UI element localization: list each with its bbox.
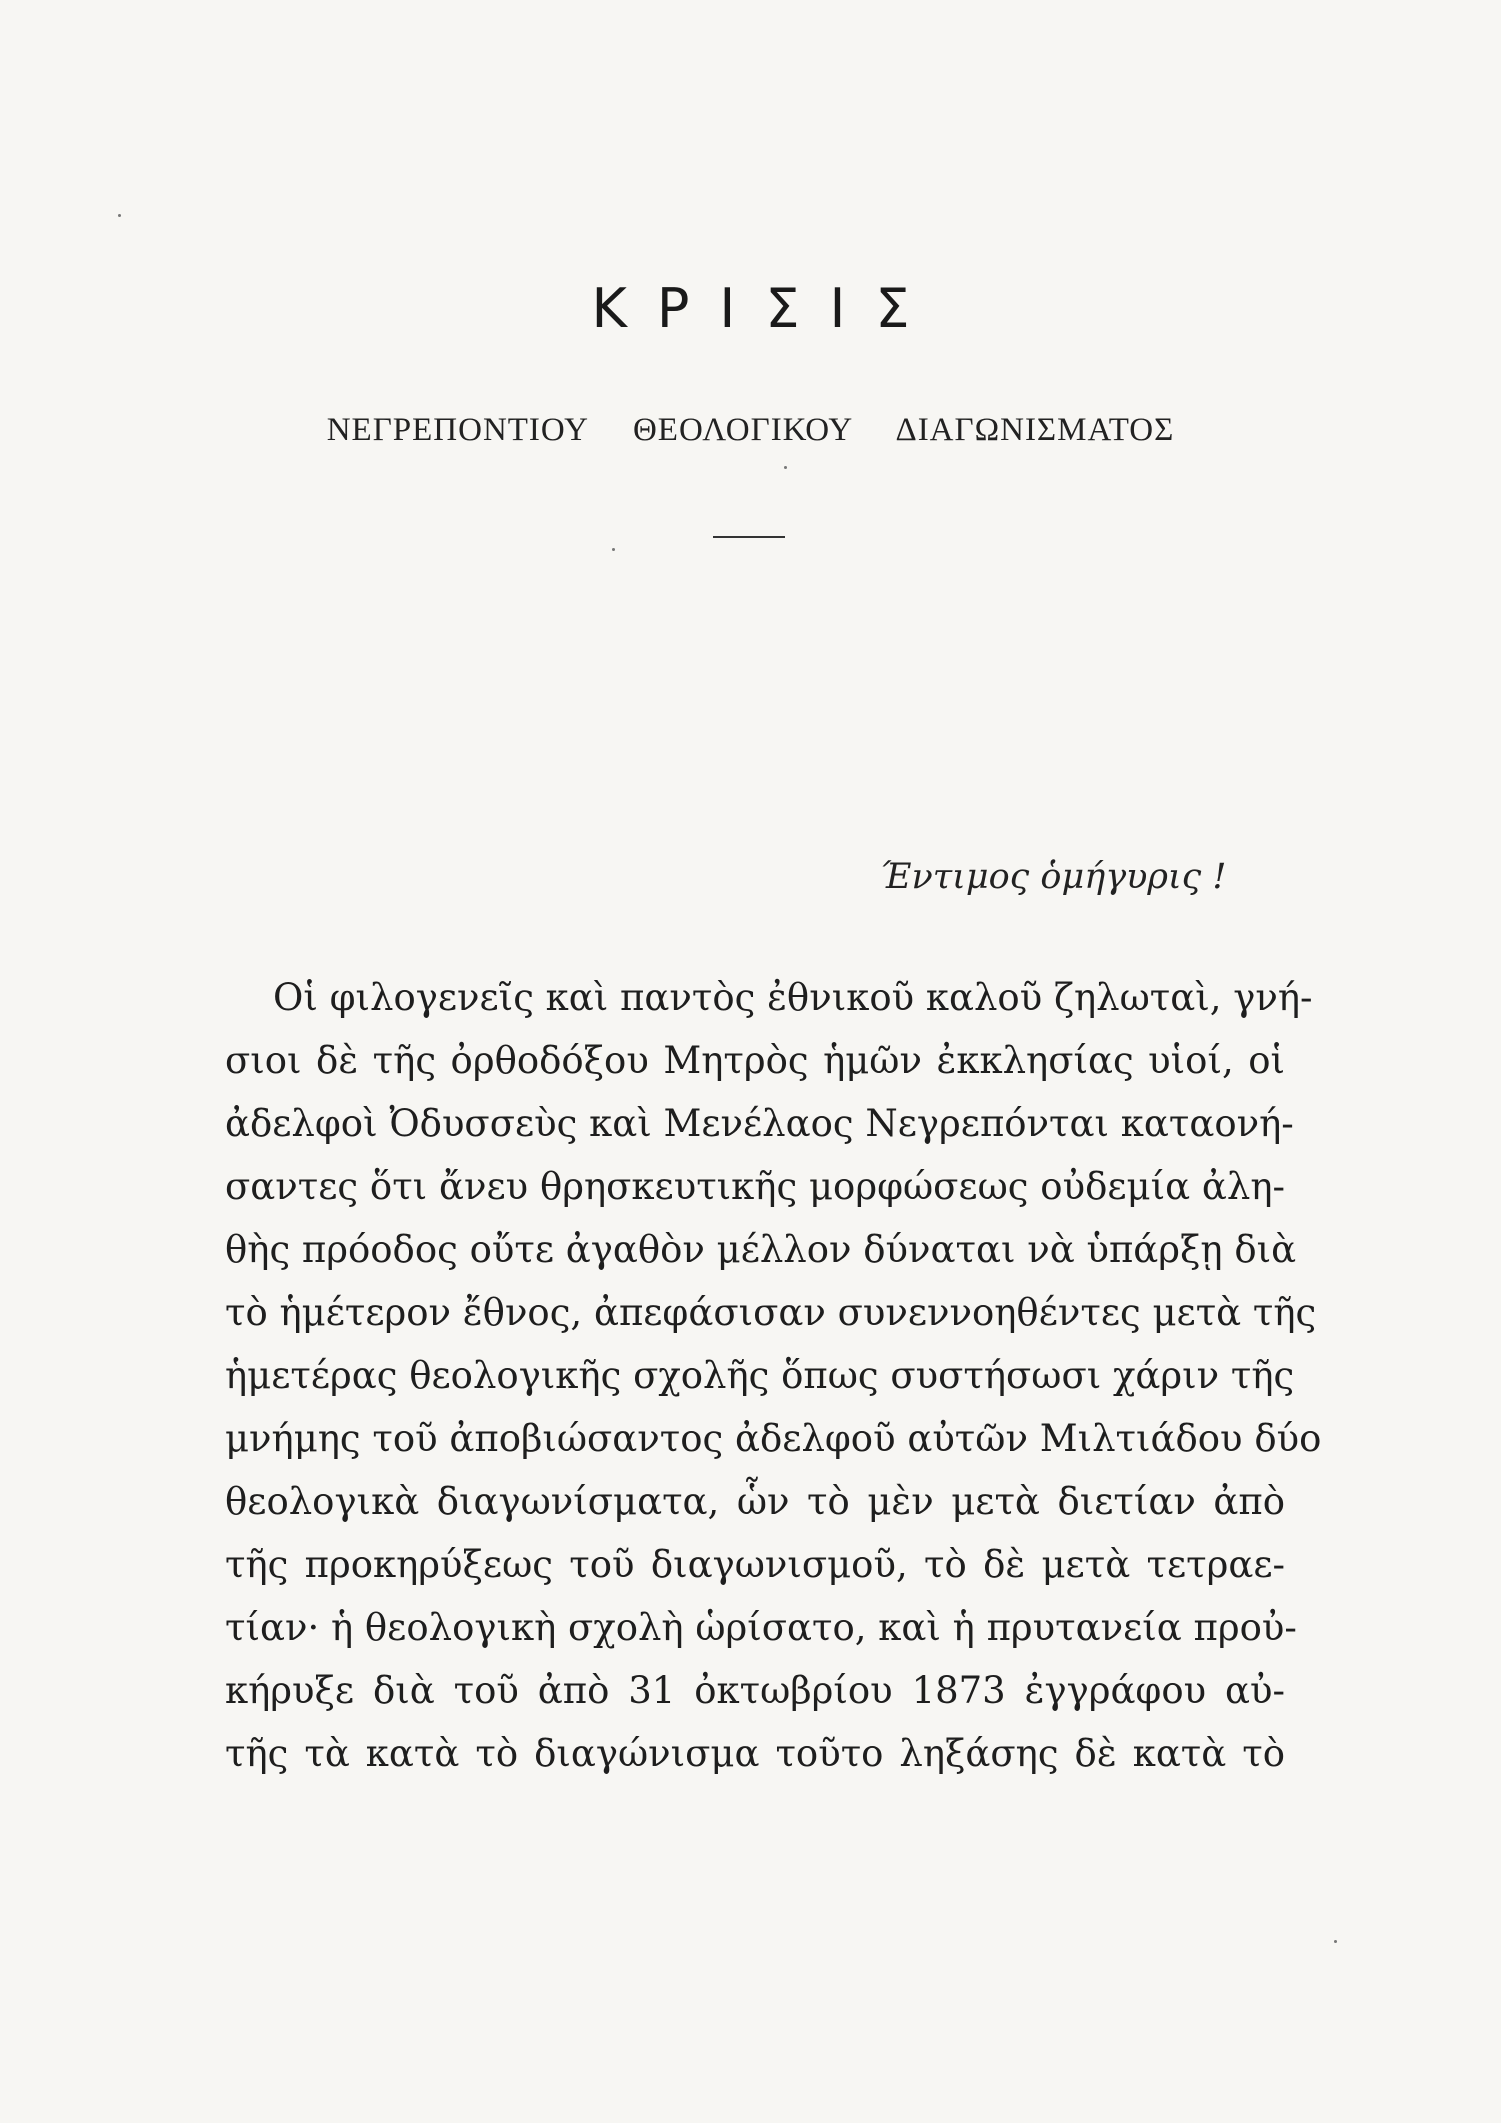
salutation: Έντιμος ὁμήγυρις ! (880, 857, 1227, 897)
body-line: θὴς πρόοδος οὔτε ἀγαθὸν μέλλον δύναται νὰ ὑπάρξῃ διὰ (225, 1228, 1297, 1271)
paper-speck (784, 466, 787, 469)
body-line: σιοι δὲ τῆς ὀρθοδόξου Μητρὸς ἡμῶν ἐκκλησίας υἱοί, οἱ (225, 1039, 1285, 1082)
body-line: θεολογικὰ διαγωνίσματα, ὧν τὸ μὲν μετὰ διετίαν ἀπὸ (225, 1480, 1285, 1523)
body-line: τῆς τὰ κατὰ τὸ διαγώνισμα τοῦτο ληξάσης δὲ κατὰ τὸ (225, 1732, 1285, 1775)
body-paragraph (225, 966, 1322, 1785)
body-line: ἡμετέρας θεολογικῆς σχολῆς ὅπως συστήσωσι χάριν τῆς (225, 1354, 1295, 1397)
paper-speck (1334, 1940, 1337, 1943)
body-line: τῆς προκηρύξεως τοῦ διαγωνισμοῦ, τὸ δὲ μετὰ τετραε- (225, 1543, 1285, 1586)
paper-speck (612, 548, 615, 551)
body-line: τίαν· ἡ θεολογικὴ σχολὴ ὡρίσατο, καὶ ἡ πρυτανεία προὐ- (225, 1606, 1297, 1649)
body-line: μνήμης τοῦ ἀποβιώσαντος ἀδελφοῦ αὐτῶν Μιλτιάδου δύο (225, 1417, 1322, 1460)
body-line: σαντες ὅτι ἄνευ θρησκευτικῆς μορφώσεως οὐδεμία ἀλη- (225, 1165, 1285, 1208)
page-subtitle: ΝΕΓΡΕΠΟΝΤΙΟΥ ΘΕΟΛΟΓΙΚΟΥ ΔΙΑΓΩΝΙΣΜΑΤΟΣ (326, 412, 1175, 448)
body-line: ἀδελφοὶ Ὀδυσσεὺς καὶ Μενέλαος Νεγρεπόνται καταονή- (225, 1102, 1294, 1145)
body-line: κήρυξε διὰ τοῦ ἀπὸ 31 ὀκτωβρίου 1873 ἐγγράφου αὐ- (225, 1669, 1285, 1712)
title-divider (713, 536, 785, 538)
paper-speck (118, 214, 121, 217)
body-line: τὸ ἡμέτερον ἔθνος, ἀπεφάσισαν συνεννοηθέντες μετὰ τῆς (225, 1291, 1317, 1334)
body-line: Οἱ φιλογενεῖς καὶ παντὸς ἐθνικοῦ καλοῦ ζηλωταὶ, γνή- (273, 976, 1313, 1019)
page-title: ΚΡΙΣΙΣ (591, 277, 940, 340)
